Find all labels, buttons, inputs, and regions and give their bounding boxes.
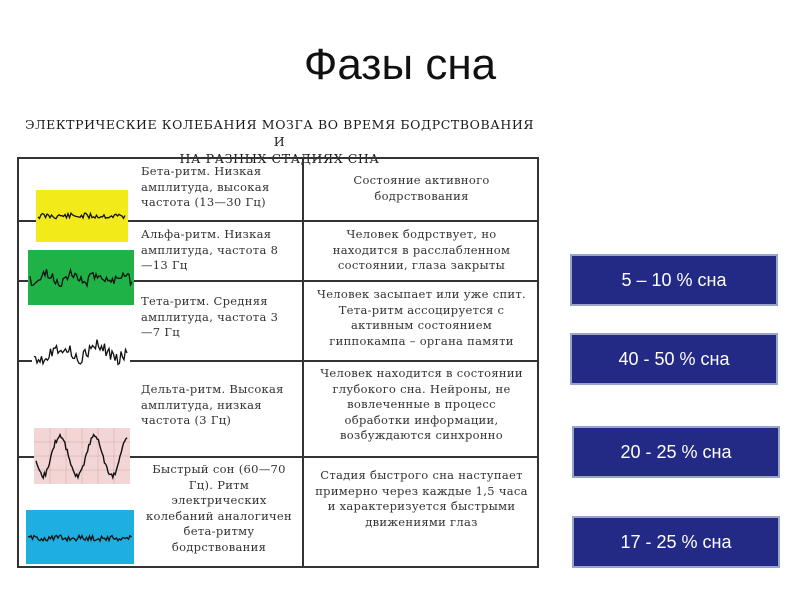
- rhythm-description: Тета-ритм. Средняя амплитуда, частота 3 —7 Гц: [141, 294, 279, 339]
- percent-box-rem: 17 - 25 % сна: [572, 516, 780, 568]
- state-description: Человек засыпает или уже спит. Тета-ритм ассоцируется с активным состоянием гиппокампа – органа памяти: [317, 287, 526, 348]
- delta-wave-icon: [34, 428, 130, 484]
- percent-box-beta-alpha: 5 – 10 % сна: [570, 254, 778, 306]
- percent-box-delta: 20 - 25 % сна: [572, 426, 780, 478]
- beta-wave-icon: [36, 190, 128, 242]
- percent-box-theta: 40 - 50 % сна: [570, 333, 778, 385]
- rem-wave-icon: [26, 510, 134, 564]
- caption-line-1: ЭЛЕКТРИЧЕСКИЕ КОЛЕБАНИЯ МОЗГА ВО ВРЕМЯ БОДРСТВОВАНИЯ И: [24, 117, 535, 149]
- rhythm-description: Альфа-ритм. Низкая амплитуда, частота 8 —13 Гц: [141, 227, 279, 272]
- state-description: Человек находится в состоянии глубокого сна. Нейроны, не вовлеченные в процесс обработки информации, возбуждаются синхронно: [320, 366, 523, 442]
- rhythm-description: Дельта-ритм. Высокая амплитуда, низкая частота (3 Гц): [141, 382, 284, 427]
- state-description: Стадия быстрого сна наступает примерно через каждые 1,5 часа и характеризуется быстрыми движениями глаз: [315, 468, 528, 529]
- state-description: Состояние активного бодрствования: [353, 173, 490, 203]
- rhythm-description: Быстрый сон (60—70 Гц). Ритм электрических колебаний аналогичен бета-ритму бодрствования: [145, 462, 293, 554]
- caption-line-2: НА РАЗНЫХ СТАДИЯХ СНА: [179, 151, 380, 166]
- alpha-wave-icon: [28, 250, 134, 305]
- rhythm-description: Бета-ритм. Низкая амплитуда, высокая частота (13—30 Гц): [141, 164, 270, 209]
- state-description: Человек бодрствует, но находится в расслабленном состоянии, глаза закрыты: [332, 227, 511, 272]
- theta-wave-icon: [32, 332, 130, 372]
- page-title: Фазы сна: [303, 40, 497, 89]
